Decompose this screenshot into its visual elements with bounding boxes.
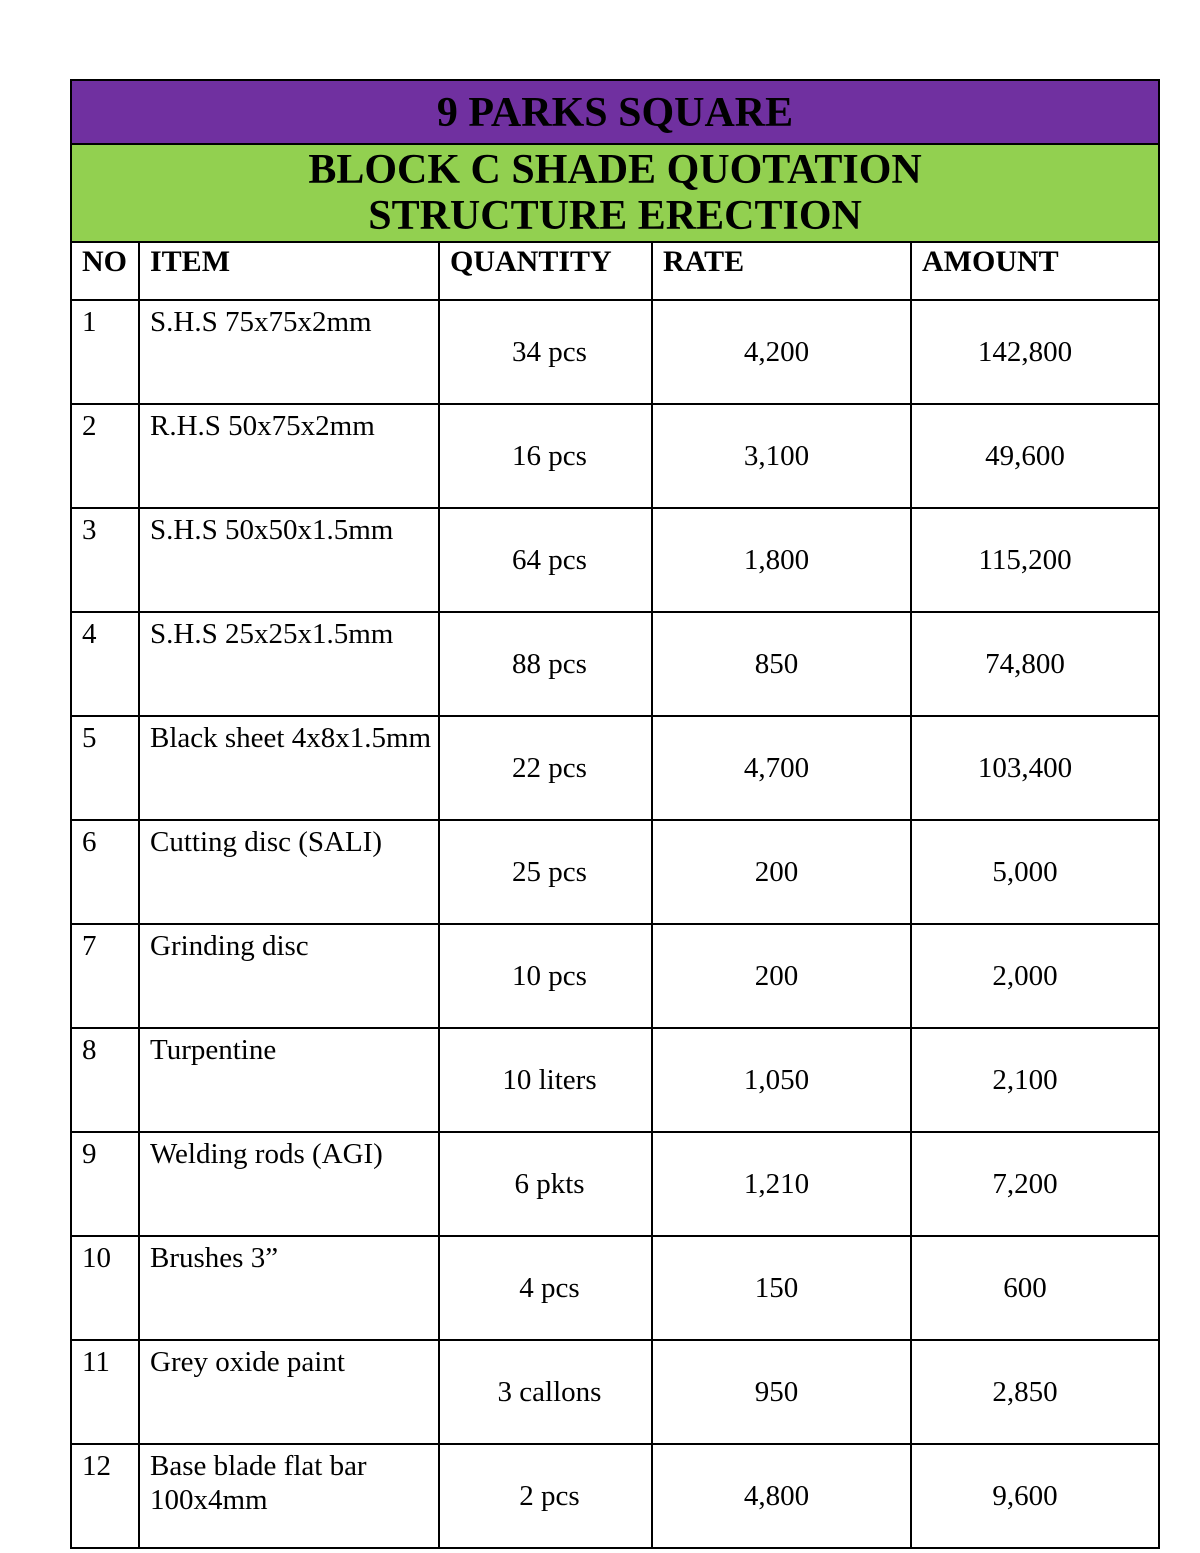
row-no: 9	[71, 1132, 139, 1236]
row-quantity: 6 pkts	[439, 1132, 652, 1236]
row-rate: 950	[652, 1340, 911, 1444]
row-amount: 7,200	[911, 1132, 1159, 1236]
table-row	[71, 1444, 1159, 1548]
title-row	[71, 80, 1159, 144]
row-quantity: 2 pcs	[439, 1444, 652, 1548]
row-no: 7	[71, 924, 139, 1028]
row-item: Brushes 3”	[139, 1236, 439, 1340]
subtitle-row	[71, 144, 1159, 242]
row-amount: 2,100	[911, 1028, 1159, 1132]
quotation-table	[70, 79, 1160, 1549]
table-row	[71, 404, 1159, 508]
row-rate: 3,100	[652, 404, 911, 508]
row-rate: 1,210	[652, 1132, 911, 1236]
row-amount: 74,800	[911, 612, 1159, 716]
row-rate: 1,050	[652, 1028, 911, 1132]
quotation-body	[71, 80, 1159, 1548]
row-amount: 600	[911, 1236, 1159, 1340]
row-amount: 5,000	[911, 820, 1159, 924]
row-item: S.H.S 25x25x1.5mm	[139, 612, 439, 716]
page-title: 9 PARKS SQUARE	[71, 80, 1159, 144]
row-no: 5	[71, 716, 139, 820]
row-quantity: 64 pcs	[439, 508, 652, 612]
header-amount: AMOUNT	[911, 242, 1159, 300]
table-row	[71, 508, 1159, 612]
table-row	[71, 300, 1159, 404]
row-amount: 2,000	[911, 924, 1159, 1028]
row-no: 3	[71, 508, 139, 612]
table-row	[71, 820, 1159, 924]
row-no: 4	[71, 612, 139, 716]
header-item: ITEM	[139, 242, 439, 300]
row-quantity: 34 pcs	[439, 300, 652, 404]
table-row	[71, 1132, 1159, 1236]
row-item: Turpentine	[139, 1028, 439, 1132]
row-item: R.H.S 50x75x2mm	[139, 404, 439, 508]
table-row	[71, 716, 1159, 820]
row-quantity: 22 pcs	[439, 716, 652, 820]
row-quantity: 3 callons	[439, 1340, 652, 1444]
row-no: 11	[71, 1340, 139, 1444]
table-row	[71, 1236, 1159, 1340]
row-no: 6	[71, 820, 139, 924]
row-rate: 200	[652, 924, 911, 1028]
table-row	[71, 612, 1159, 716]
row-amount: 9,600	[911, 1444, 1159, 1548]
header-no: NO	[71, 242, 139, 300]
row-amount: 49,600	[911, 404, 1159, 508]
row-no: 2	[71, 404, 139, 508]
table-row	[71, 1028, 1159, 1132]
row-no: 12	[71, 1444, 139, 1548]
row-rate: 150	[652, 1236, 911, 1340]
row-amount: 2,850	[911, 1340, 1159, 1444]
row-item: Grinding disc	[139, 924, 439, 1028]
row-amount: 103,400	[911, 716, 1159, 820]
row-no: 10	[71, 1236, 139, 1340]
row-rate: 4,700	[652, 716, 911, 820]
row-rate: 1,800	[652, 508, 911, 612]
row-quantity: 16 pcs	[439, 404, 652, 508]
row-amount: 115,200	[911, 508, 1159, 612]
subtitle-line-2: STRUCTURE ERECTION	[368, 193, 862, 239]
row-rate: 4,200	[652, 300, 911, 404]
subtitle-cell	[71, 144, 1159, 242]
subtitle-line-1: BLOCK C SHADE QUOTATION	[308, 147, 922, 193]
table-row	[71, 924, 1159, 1028]
row-no: 1	[71, 300, 139, 404]
row-item: S.H.S 75x75x2mm	[139, 300, 439, 404]
table-row	[71, 1340, 1159, 1444]
row-quantity: 10 liters	[439, 1028, 652, 1132]
row-no: 8	[71, 1028, 139, 1132]
row-quantity: 10 pcs	[439, 924, 652, 1028]
row-item: Base blade flat bar 100x4mm	[139, 1444, 439, 1548]
row-quantity: 88 pcs	[439, 612, 652, 716]
header-row	[71, 242, 1159, 300]
header-quantity: QUANTITY	[439, 242, 652, 300]
row-rate: 850	[652, 612, 911, 716]
row-amount: 142,800	[911, 300, 1159, 404]
row-item: Grey oxide paint	[139, 1340, 439, 1444]
row-item: Cutting disc (SALI)	[139, 820, 439, 924]
row-item: Black sheet 4x8x1.5mm	[139, 716, 439, 820]
header-rate: RATE	[652, 242, 911, 300]
row-quantity: 25 pcs	[439, 820, 652, 924]
row-item: S.H.S 50x50x1.5mm	[139, 508, 439, 612]
row-item: Welding rods (AGI)	[139, 1132, 439, 1236]
row-quantity: 4 pcs	[439, 1236, 652, 1340]
row-rate: 200	[652, 820, 911, 924]
row-rate: 4,800	[652, 1444, 911, 1548]
